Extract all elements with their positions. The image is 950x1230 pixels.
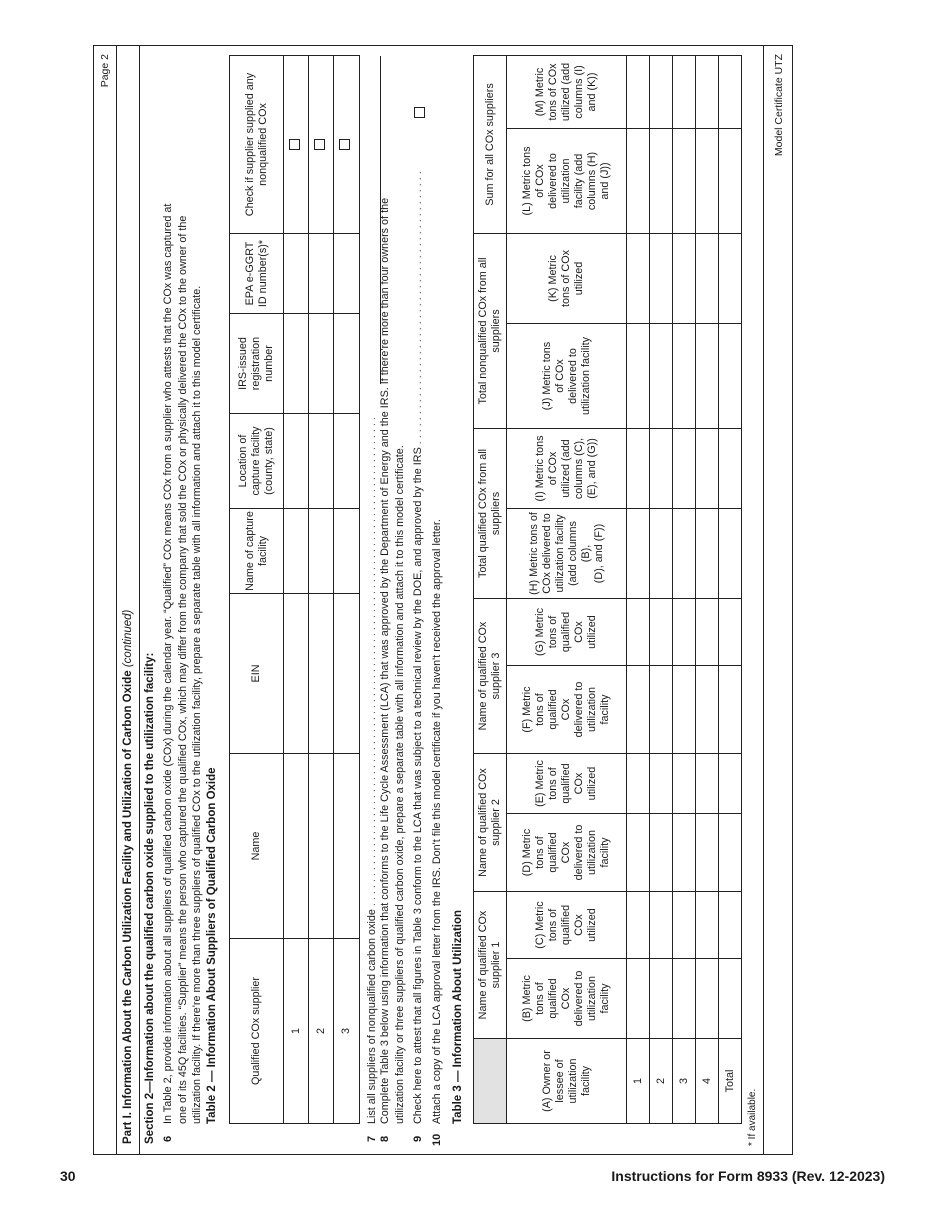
table-cell[interactable] xyxy=(309,314,334,414)
table-row xyxy=(650,55,673,1123)
item6-line: utilization facility. If there're more than three suppliers of qualified COx to the utilization facility, prepare a separate table with all information and attach it to this model certificate. xyxy=(191,285,203,1124)
table3-column-header: (L) Metric tons of COx delivered to utilization facility (add columns (H) and (J)) xyxy=(507,128,627,233)
item-number: 8 xyxy=(379,1135,391,1142)
table-cell[interactable] xyxy=(719,323,742,428)
item10-text: Attach a copy of the LCA approval letter from the IRS. Don't file this model certificate if you haven't received the approval letter. xyxy=(431,519,443,1124)
table-cell[interactable] xyxy=(627,323,650,428)
table3-column-header: (B) Metric tons of qualified COx delivered to utilization facility xyxy=(507,959,627,1039)
table3-column-header: (H) Metric tons of COx delivered to utilization facility (add columns (B), (D), and (F)) xyxy=(507,509,627,599)
table-cell[interactable] xyxy=(673,323,696,428)
table2-column-header: Name of capture facility xyxy=(230,509,284,594)
row-label: Total xyxy=(719,1039,742,1124)
table2-column-header: EIN xyxy=(230,594,284,754)
shaded-header-cell xyxy=(474,1039,507,1124)
table3-group-header: Total qualified COx from all suppliers xyxy=(474,428,507,598)
nonqualified-checkbox[interactable] xyxy=(339,139,350,150)
table-row xyxy=(696,55,719,1123)
table2-column-header: Check if supplier supplied any nonqualified COx xyxy=(230,56,284,234)
table-cell[interactable] xyxy=(309,56,334,234)
table-cell[interactable] xyxy=(719,428,742,508)
table-row xyxy=(334,56,360,1124)
table-cell[interactable] xyxy=(309,234,334,314)
table3-column-header: (G) Metric tons of qualified COx utilized xyxy=(507,599,627,666)
page-number: 30 xyxy=(60,1168,76,1184)
table-cell[interactable] xyxy=(334,509,360,594)
table-cell[interactable] xyxy=(696,666,719,754)
utilization-table xyxy=(473,55,742,1124)
table-cell[interactable] xyxy=(719,959,742,1039)
table-cell[interactable] xyxy=(284,754,309,939)
table-cell[interactable] xyxy=(627,233,650,323)
table-cell[interactable] xyxy=(650,428,673,508)
table3-column-header: (F) Metric tons of qualified COx delivered to utilization facility xyxy=(507,666,627,754)
item7-text xyxy=(366,414,378,1124)
table3-column-header: (M) Metric tons of COx utilized (add columns (I) and (K)) xyxy=(507,55,627,128)
table-cell[interactable] xyxy=(696,814,719,892)
table2-column-header: IRS-issued registration number xyxy=(230,314,284,414)
table-cell[interactable] xyxy=(696,959,719,1039)
table3-group-header: Name of qualified COx supplier 2 xyxy=(474,754,507,892)
table-cell[interactable] xyxy=(284,234,309,314)
document-title: Instructions for Form 8933 (Rev. 12-2023) xyxy=(611,1168,885,1184)
table-cell[interactable] xyxy=(696,509,719,599)
model-certificate-form xyxy=(93,45,793,1155)
nonqualified-checkbox[interactable] xyxy=(314,139,325,150)
table-cell[interactable] xyxy=(719,754,742,814)
table-cell[interactable] xyxy=(719,55,742,128)
table-cell[interactable] xyxy=(650,55,673,128)
table-cell[interactable] xyxy=(627,55,650,128)
table-cell[interactable] xyxy=(719,128,742,233)
item-number: 6 xyxy=(162,1135,174,1142)
table-cell[interactable] xyxy=(627,754,650,814)
table2-column-header: EPA e-GGRT ID number(s)* xyxy=(230,234,284,314)
part-continued: (continued) xyxy=(122,609,134,668)
table3-group-header: Sum for all COx suppliers xyxy=(474,55,507,233)
row-number: 3 xyxy=(334,939,360,1124)
suppliers-table xyxy=(229,55,360,1124)
table-cell[interactable] xyxy=(334,56,360,234)
leader-dots: .................................................................................. xyxy=(366,414,378,907)
table-cell[interactable] xyxy=(627,128,650,233)
table-cell[interactable] xyxy=(334,594,360,754)
table3-title: Table 3 — Information About Utilization xyxy=(452,909,464,1124)
table-cell[interactable] xyxy=(719,666,742,754)
table-cell[interactable] xyxy=(309,509,334,594)
table2-column-header: Qualified COx supplier xyxy=(230,939,284,1124)
table-cell[interactable] xyxy=(696,55,719,128)
table3-column-header: (C) Metric tons of qualified COx utilized xyxy=(507,892,627,959)
table3-column-header: (J) Metric tons of COx delivered to utilization facility xyxy=(507,323,627,428)
table-cell[interactable] xyxy=(673,814,696,892)
table-cell[interactable] xyxy=(650,892,673,959)
table-cell[interactable] xyxy=(673,428,696,508)
table3-column-header: (I) Metric tons of COx utilized (add columns (C), (E), and (G)) xyxy=(507,428,627,508)
row-label: 3 xyxy=(673,1039,696,1124)
table2-title: Table 2 — Information About Suppliers of Qualified Carbon Oxide xyxy=(206,767,218,1124)
section-heading: Section 2—Information about the qualified carbon oxide supplied to the utilization facility: xyxy=(144,652,156,1144)
table-cell[interactable] xyxy=(650,128,673,233)
footnote: * If available. xyxy=(747,1088,758,1146)
table-cell[interactable] xyxy=(627,599,650,666)
table-cell[interactable] xyxy=(284,314,309,414)
table3-column-header: (A) Owner or lessee of utilization facility xyxy=(507,1039,627,1124)
table-cell[interactable] xyxy=(627,509,650,599)
table-row xyxy=(309,56,334,1124)
table-cell[interactable] xyxy=(673,233,696,323)
table-cell[interactable] xyxy=(719,233,742,323)
table-cell[interactable] xyxy=(719,599,742,666)
row-number: 2 xyxy=(309,939,334,1124)
table-cell[interactable] xyxy=(696,428,719,508)
table-cell[interactable] xyxy=(627,959,650,1039)
table3-group-header: Name of qualified COx supplier 1 xyxy=(474,892,507,1039)
table-cell[interactable] xyxy=(284,509,309,594)
table-cell[interactable] xyxy=(627,892,650,959)
table-cell[interactable] xyxy=(696,128,719,233)
leader-dots: .............................................. xyxy=(412,168,424,445)
table-cell[interactable] xyxy=(719,814,742,892)
part-heading xyxy=(122,610,134,1144)
table-cell[interactable] xyxy=(334,314,360,414)
item6-line: one of its 45Q facilities. “Supplier” means the person who captured the qualified COx, which may differ from the company that sold the COx or physically delivered the COx to the owner of the xyxy=(177,215,189,1124)
row-label: 2 xyxy=(650,1039,673,1124)
divider xyxy=(763,46,764,1154)
table-cell[interactable] xyxy=(696,754,719,814)
attest-checkbox[interactable] xyxy=(414,107,425,118)
table-cell[interactable] xyxy=(334,234,360,314)
table-cell[interactable] xyxy=(719,509,742,599)
table-cell[interactable] xyxy=(650,323,673,428)
table-cell[interactable] xyxy=(309,754,334,939)
row-label: 4 xyxy=(696,1039,719,1124)
table-cell[interactable] xyxy=(309,414,334,509)
footer-label: Model Certificate UTZ xyxy=(773,54,785,157)
table-cell[interactable] xyxy=(673,754,696,814)
table-cell[interactable] xyxy=(696,892,719,959)
table-cell[interactable] xyxy=(334,414,360,509)
divider xyxy=(139,46,140,1154)
table-row xyxy=(673,55,696,1123)
table-cell[interactable] xyxy=(673,599,696,666)
table-cell[interactable] xyxy=(627,666,650,754)
table-cell[interactable] xyxy=(650,233,673,323)
item9-label: Check here to attest that all figures in Table 3 conform to the LCA that was subject to a technical review by the DOE, and approved by the IRS xyxy=(412,447,424,1124)
table-cell[interactable] xyxy=(334,754,360,939)
divider xyxy=(116,46,117,1154)
table-cell[interactable] xyxy=(673,892,696,959)
table3-group-header: Name of qualified COx supplier 3 xyxy=(474,599,507,754)
table-cell[interactable] xyxy=(696,323,719,428)
nonqualified-checkbox[interactable] xyxy=(289,139,300,150)
table2-column-header: Name xyxy=(230,754,284,939)
table-cell[interactable] xyxy=(673,666,696,754)
table-cell[interactable] xyxy=(696,233,719,323)
table2-column-header: Location of capture facility (county, state) xyxy=(230,414,284,509)
row-label: 1 xyxy=(627,1039,650,1124)
item6-line: In Table 2, provide information about all suppliers of qualified carbon oxide (COx) during the calendar year. “Qualified” COx means COx from a supplier who attests that the COx was captured at xyxy=(162,203,174,1124)
table-cell[interactable] xyxy=(650,666,673,754)
table-cell[interactable] xyxy=(650,599,673,666)
table-cell[interactable] xyxy=(284,594,309,754)
item9-text xyxy=(412,168,424,1124)
item7-label: List all suppliers of nonqualified carbon oxide xyxy=(366,909,378,1124)
table-cell[interactable] xyxy=(284,56,309,234)
table3-column-header: (K) Metric tons of COx utilized xyxy=(507,233,627,323)
table-cell[interactable] xyxy=(650,959,673,1039)
table-cell[interactable] xyxy=(284,414,309,509)
table3-column-header: (D) Metric tons of qualified COx delivered to utilization facility xyxy=(507,814,627,892)
table3-group-header: Total nonqualified COx from all suppliers xyxy=(474,233,507,428)
table-cell[interactable] xyxy=(673,959,696,1039)
table-row xyxy=(284,56,309,1124)
item-number: 7 xyxy=(366,1135,378,1142)
table-cell[interactable] xyxy=(650,754,673,814)
item-number: 9 xyxy=(412,1135,424,1142)
table-cell[interactable] xyxy=(673,509,696,599)
table-cell[interactable] xyxy=(650,509,673,599)
table-cell[interactable] xyxy=(673,55,696,128)
table-cell[interactable] xyxy=(627,428,650,508)
table-cell[interactable] xyxy=(650,814,673,892)
item8-line: utilization facility or three suppliers of qualified carbon oxide, prepare a separate table with all information and attach it to this model certificate. xyxy=(394,445,406,1124)
table-cell[interactable] xyxy=(309,594,334,754)
item8-line: Complete Table 3 below using information that conforms to the Life Cycle Assessment (LCA) that was approved by the Department of Energy and the IRS. If there're more than four owners of the xyxy=(379,197,391,1124)
table-cell[interactable] xyxy=(696,599,719,666)
table-cell[interactable] xyxy=(719,892,742,959)
table-row xyxy=(719,55,742,1123)
item-number: 10 xyxy=(431,1133,443,1146)
part-title: Part I. Information About the Carbon Utilization Facility and Utilization of Carbon Oxide xyxy=(122,670,134,1144)
table-cell[interactable] xyxy=(673,128,696,233)
page-label: Page 2 xyxy=(99,54,111,88)
table-cell[interactable] xyxy=(627,814,650,892)
row-number: 1 xyxy=(284,939,309,1124)
table3-column-header: (E) Metric tons of qualified COx utilized xyxy=(507,754,627,814)
table-row xyxy=(627,55,650,1123)
